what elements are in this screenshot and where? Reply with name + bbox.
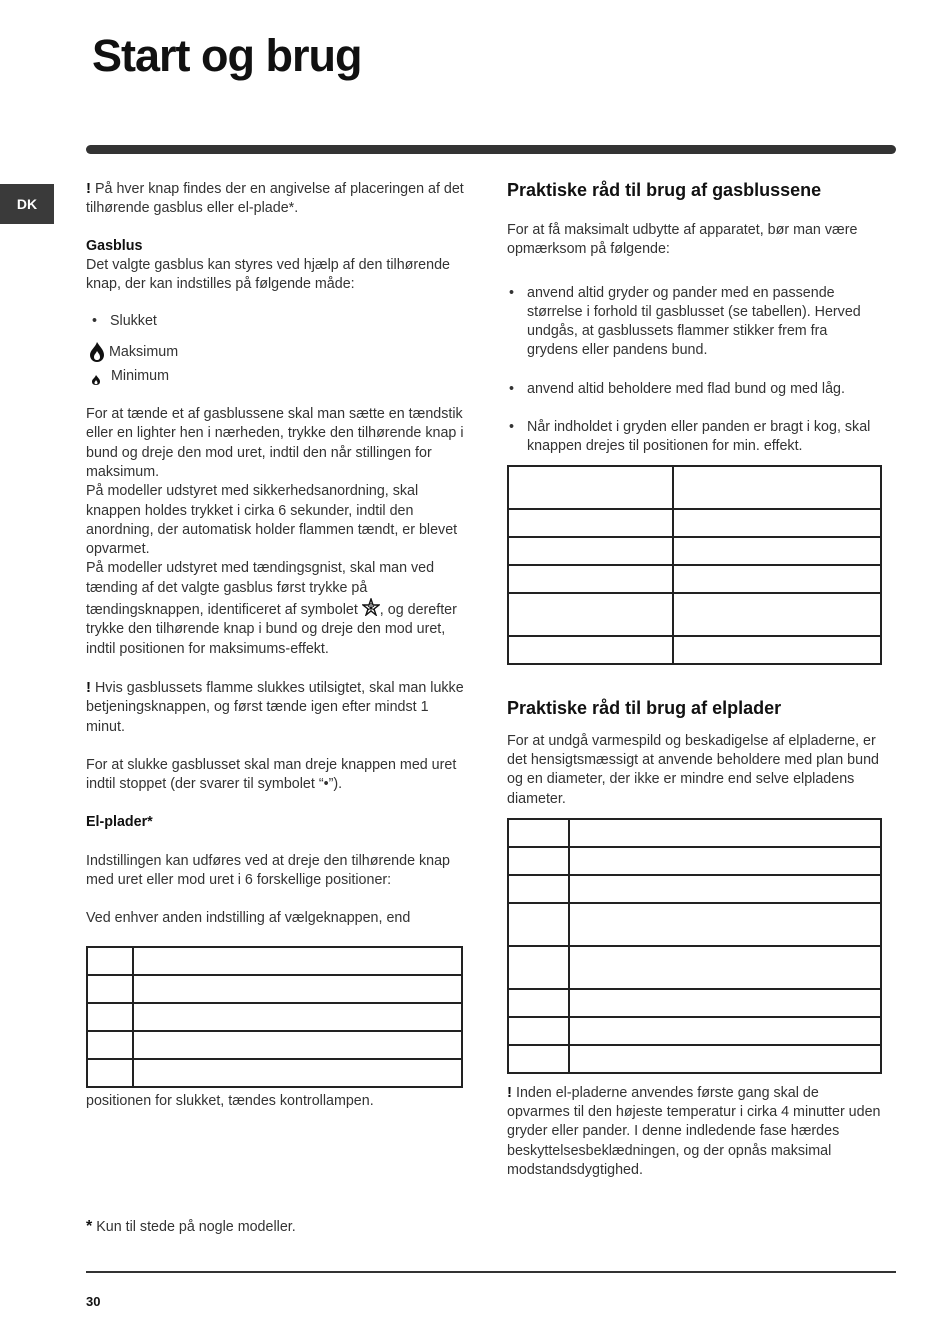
tip-text: anvend altid gryder og pander med en passende størrelse i forhold til gasblusset (se tabellen). Herved undgås, at gasblussets flammer stikker frem fra grydens eller pandens bund. bbox=[527, 284, 861, 359]
setting-min-label: Minimum bbox=[111, 367, 169, 384]
table-row bbox=[508, 636, 881, 664]
left-column bbox=[86, 179, 466, 1111]
page-title: Start og brug bbox=[92, 30, 362, 81]
list-item bbox=[507, 380, 882, 399]
table-row bbox=[508, 1017, 881, 1045]
gas-tips-list bbox=[507, 284, 882, 457]
warning-mark: ! bbox=[86, 678, 91, 696]
intro-paragraph bbox=[86, 179, 466, 219]
footer-divider bbox=[86, 1271, 896, 1273]
ignite-paragraph-2: På modeller udstyret med sikkerhedsanordning, skal knappen holdes trykket i cirka 6 sekunder, indtil den anordning, der automatisk holder flammen tændt, er blevet opvarmet. bbox=[86, 483, 458, 558]
table-row bbox=[508, 903, 881, 946]
gas-heading: Gasblus bbox=[86, 237, 143, 254]
bullet-dot: • bbox=[92, 313, 98, 330]
table-row bbox=[508, 989, 881, 1017]
page-number: 30 bbox=[86, 1294, 101, 1309]
table-row bbox=[508, 509, 881, 537]
setting-off bbox=[90, 312, 466, 331]
list-item bbox=[507, 418, 882, 457]
burner-pan-table bbox=[507, 465, 882, 665]
ignite-text-a: På modeller udstyret med tændingsgnist, skal man ved tænding af det valgte gasblus først trykke på tændingsknappen, identificeret af symbolet bbox=[86, 560, 435, 619]
setting-max bbox=[88, 341, 466, 363]
gas-settings-list bbox=[86, 312, 466, 386]
warning-mark: ! bbox=[507, 1083, 512, 1101]
table-row bbox=[508, 593, 881, 636]
el-warning-paragraph bbox=[507, 1083, 882, 1180]
small-flame-icon bbox=[90, 370, 104, 386]
tip-text: anvend altid beholdere med flad bund og med låg. bbox=[527, 380, 845, 397]
el-text-2: Ved enhver anden indstilling af vælgeknappen, end bbox=[86, 910, 411, 927]
table-row bbox=[508, 847, 881, 875]
el-positions-table bbox=[86, 946, 463, 1088]
gas-text: Det valgte gasblus kan styres ved hjælp af den tilhørende knap, der kan indstilles på følgende måde: bbox=[86, 256, 450, 293]
el-plate-table bbox=[507, 818, 882, 1074]
table-row bbox=[87, 975, 462, 1003]
bullet-dot: • bbox=[509, 284, 515, 301]
off-paragraph: For at slukke gasblusset skal man dreje knappen med uret indtil stoppet (der svarer til symbolet “•”). bbox=[86, 756, 457, 793]
warning-paragraph bbox=[86, 678, 466, 737]
table-row bbox=[508, 875, 881, 903]
spark-star-icon bbox=[362, 598, 380, 616]
table-row bbox=[87, 1031, 462, 1059]
table-row bbox=[87, 1003, 462, 1031]
table-row bbox=[508, 946, 881, 989]
table-row bbox=[508, 819, 881, 847]
ignite-text-b: , og derefter trykke den tilhørende knap i bund og dreje den mod uret, indtil positionen for maksimums-effekt. bbox=[86, 602, 457, 657]
bullet-dot: • bbox=[509, 380, 515, 397]
intro-text: På hver knap findes der en angivelse af placeringen af det tilhørende gasblus eller el-plade*. bbox=[86, 181, 464, 217]
ignite-paragraph-3 bbox=[86, 559, 466, 658]
table-row bbox=[508, 537, 881, 565]
language-tab: DK bbox=[0, 184, 54, 224]
bullet-dot: • bbox=[509, 419, 515, 436]
ignite-paragraph-1: For at tænde et af gasblussene skal man sætte en tændstik eller en lighter hen i nærheden, trykke den tilhørende knap i bund og dreje den mod uret, indtil den når stillingen for maksimum. bbox=[86, 406, 464, 480]
right-column bbox=[507, 179, 882, 1180]
setting-max-label: Maksimum bbox=[109, 344, 179, 361]
el-text: Indstillingen kan udføres ved at dreje den tilhørende knap med uret eller mod uret i 6 forskellige positioner: bbox=[86, 852, 450, 889]
table-row bbox=[508, 565, 881, 593]
el-tips-heading: Praktiske råd til brug af elplader bbox=[507, 697, 782, 718]
table-row bbox=[87, 947, 462, 975]
large-flame-icon bbox=[88, 341, 106, 363]
list-item bbox=[507, 284, 882, 361]
warning-mark: ! bbox=[86, 180, 91, 197]
setting-min bbox=[90, 367, 466, 386]
table-row bbox=[508, 466, 881, 509]
table-row bbox=[87, 1059, 462, 1087]
footnote-text: Kun til stede på nogle modeller. bbox=[96, 1219, 296, 1235]
warning-text: Hvis gasblussets flamme slukkes utilsigtet, skal man lukke betjeningsknappen, og først tænde igen efter mindst 1 minut. bbox=[86, 679, 464, 735]
header-divider bbox=[86, 145, 896, 154]
el-tips-text: For at undgå varmespild og beskadigelse af elpladerne, er det hensigtsmæssigt at anvende beholdere med plan bund og en diameter, der ikke er mindre end selve elpladens diameter. bbox=[507, 732, 879, 807]
gas-tips-heading: Praktiske råd til brug af gasblussene bbox=[507, 180, 822, 200]
tip-text: Når indholdet i gryden eller panden er bragt i kog, skal knappen drejes til positionen for min. effekt. bbox=[527, 419, 871, 455]
setting-off-label: Slukket bbox=[110, 313, 157, 330]
el-text-3: positionen for slukket, tændes kontrollampen. bbox=[86, 1092, 374, 1109]
footnote-star: * bbox=[86, 1218, 93, 1235]
el-heading: El-plader* bbox=[86, 814, 153, 831]
table-row bbox=[508, 1045, 881, 1073]
footnote bbox=[86, 1218, 296, 1236]
el-warning-text: Inden el-pladerne anvendes første gang skal de opvarmes til den højeste temperatur i cirka 4 minutter uden gryder eller pander. I denne indledende fase hærdes beskyttelsesbeklædningen, og der opnås maksimal modstandsdygtighed. bbox=[507, 1084, 881, 1179]
gas-tips-intro: For at få maksimalt udbytte af apparatet, bør man være opmærksom på følgende: bbox=[507, 222, 858, 258]
